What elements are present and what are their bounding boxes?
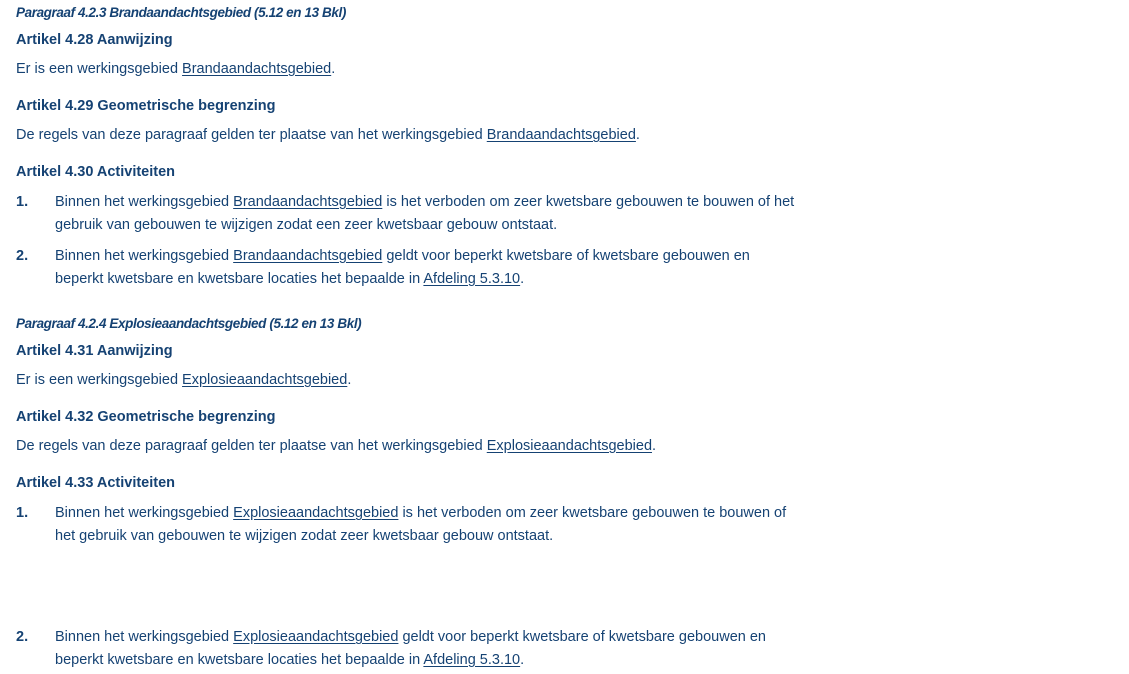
text-segment: is het verboden om zeer kwetsbare gebouwen te bouwen of het bbox=[382, 194, 795, 210]
link-explosieaandachtsgebied[interactable]: Explosieaandachtsgebied bbox=[233, 629, 399, 645]
list-item-line bbox=[55, 191, 794, 214]
list-item-text bbox=[55, 245, 750, 291]
article-heading-4-30: Artikel 4.30 Activiteiten bbox=[16, 164, 176, 180]
text-segment: Binnen het werkingsgebied bbox=[55, 629, 234, 645]
text-segment: Binnen het werkingsgebied bbox=[55, 194, 234, 210]
list-item-number: 2. bbox=[16, 629, 29, 645]
list-item-line: gebruik van gebouwen te wijzigen zodat een zeer kwetsbaar gebouw ontstaat. bbox=[55, 217, 558, 233]
list-item-line bbox=[55, 502, 786, 525]
article-text-4-28 bbox=[16, 61, 335, 77]
list-item-text bbox=[55, 502, 786, 548]
article-text-4-31 bbox=[16, 372, 351, 388]
list-item-line bbox=[55, 626, 766, 649]
list-item-line: het gebruik van gebouwen te wijzigen zodat zeer kwetsbaar gebouw ontstaat. bbox=[55, 528, 554, 544]
article-text-4-29 bbox=[16, 127, 640, 143]
text-segment: . bbox=[331, 61, 336, 77]
text-segment: geldt voor beperkt kwetsbare of kwetsbare gebouwen en bbox=[398, 629, 766, 645]
text-segment: Er is een werkingsgebied bbox=[16, 61, 183, 77]
text-segment: . bbox=[652, 438, 657, 454]
list-item-number: 1. bbox=[16, 505, 29, 521]
list-item-text bbox=[55, 626, 766, 672]
link-afdeling-5-3-10[interactable]: Afdeling 5.3.10 bbox=[423, 652, 521, 668]
article-heading-4-32: Artikel 4.32 Geometrische begrenzing bbox=[16, 409, 276, 425]
article-heading-4-31: Artikel 4.31 Aanwijzing bbox=[16, 343, 173, 359]
link-brandaandachtsgebied[interactable]: Brandaandachtsgebied bbox=[486, 127, 636, 143]
text-segment: beperkt kwetsbare en kwetsbare locaties het bepaalde in bbox=[55, 652, 424, 668]
link-afdeling-5-3-10[interactable]: Afdeling 5.3.10 bbox=[423, 271, 521, 287]
link-explosieaandachtsgebied[interactable]: Explosieaandachtsgebied bbox=[486, 438, 653, 454]
text-segment: Binnen het werkingsgebied bbox=[55, 248, 234, 264]
list-item-text bbox=[55, 191, 794, 237]
text-segment: . bbox=[520, 652, 525, 668]
list-item-line bbox=[55, 268, 750, 291]
paragraph-heading-4-2-4: Paragraaf 4.2.4 Explosieaandachtsgebied (5.12 en 13 Bkl) bbox=[16, 316, 362, 331]
list-item-line bbox=[55, 245, 750, 268]
list-item-line bbox=[55, 649, 766, 672]
link-brandaandachtsgebied[interactable]: Brandaandachtsgebied bbox=[233, 248, 383, 264]
text-segment: geldt voor beperkt kwetsbare of kwetsbare gebouwen en bbox=[382, 248, 750, 264]
link-explosieaandachtsgebied[interactable]: Explosieaandachtsgebied bbox=[182, 372, 348, 388]
text-segment: is het verboden om zeer kwetsbare gebouwen te bouwen of bbox=[398, 505, 787, 521]
text-segment: De regels van deze paragraaf gelden ter plaatse van het werkingsgebied bbox=[16, 127, 487, 143]
text-segment: Er is een werkingsgebied bbox=[16, 372, 183, 388]
article-text-4-32 bbox=[16, 438, 656, 454]
text-segment: Binnen het werkingsgebied bbox=[55, 505, 234, 521]
link-brandaandachtsgebied[interactable]: Brandaandachtsgebied bbox=[182, 61, 332, 77]
text-segment: De regels van deze paragraaf gelden ter plaatse van het werkingsgebied bbox=[16, 438, 487, 454]
article-heading-4-29: Artikel 4.29 Geometrische begrenzing bbox=[16, 98, 276, 114]
article-heading-4-28: Artikel 4.28 Aanwijzing bbox=[16, 32, 173, 48]
article-heading-4-33: Artikel 4.33 Activiteiten bbox=[16, 475, 176, 491]
text-segment: beperkt kwetsbare en kwetsbare locaties het bepaalde in bbox=[55, 271, 424, 287]
paragraph-heading-4-2-3: Paragraaf 4.2.3 Brandaandachtsgebied (5.12 en 13 Bkl) bbox=[16, 5, 346, 20]
link-explosieaandachtsgebied[interactable]: Explosieaandachtsgebied bbox=[233, 505, 399, 521]
text-segment: . bbox=[520, 271, 525, 287]
list-item-number: 2. bbox=[16, 248, 29, 264]
text-segment: . bbox=[635, 127, 640, 143]
list-item-number: 1. bbox=[16, 194, 29, 210]
link-brandaandachtsgebied[interactable]: Brandaandachtsgebied bbox=[233, 194, 383, 210]
text-segment: . bbox=[347, 372, 352, 388]
